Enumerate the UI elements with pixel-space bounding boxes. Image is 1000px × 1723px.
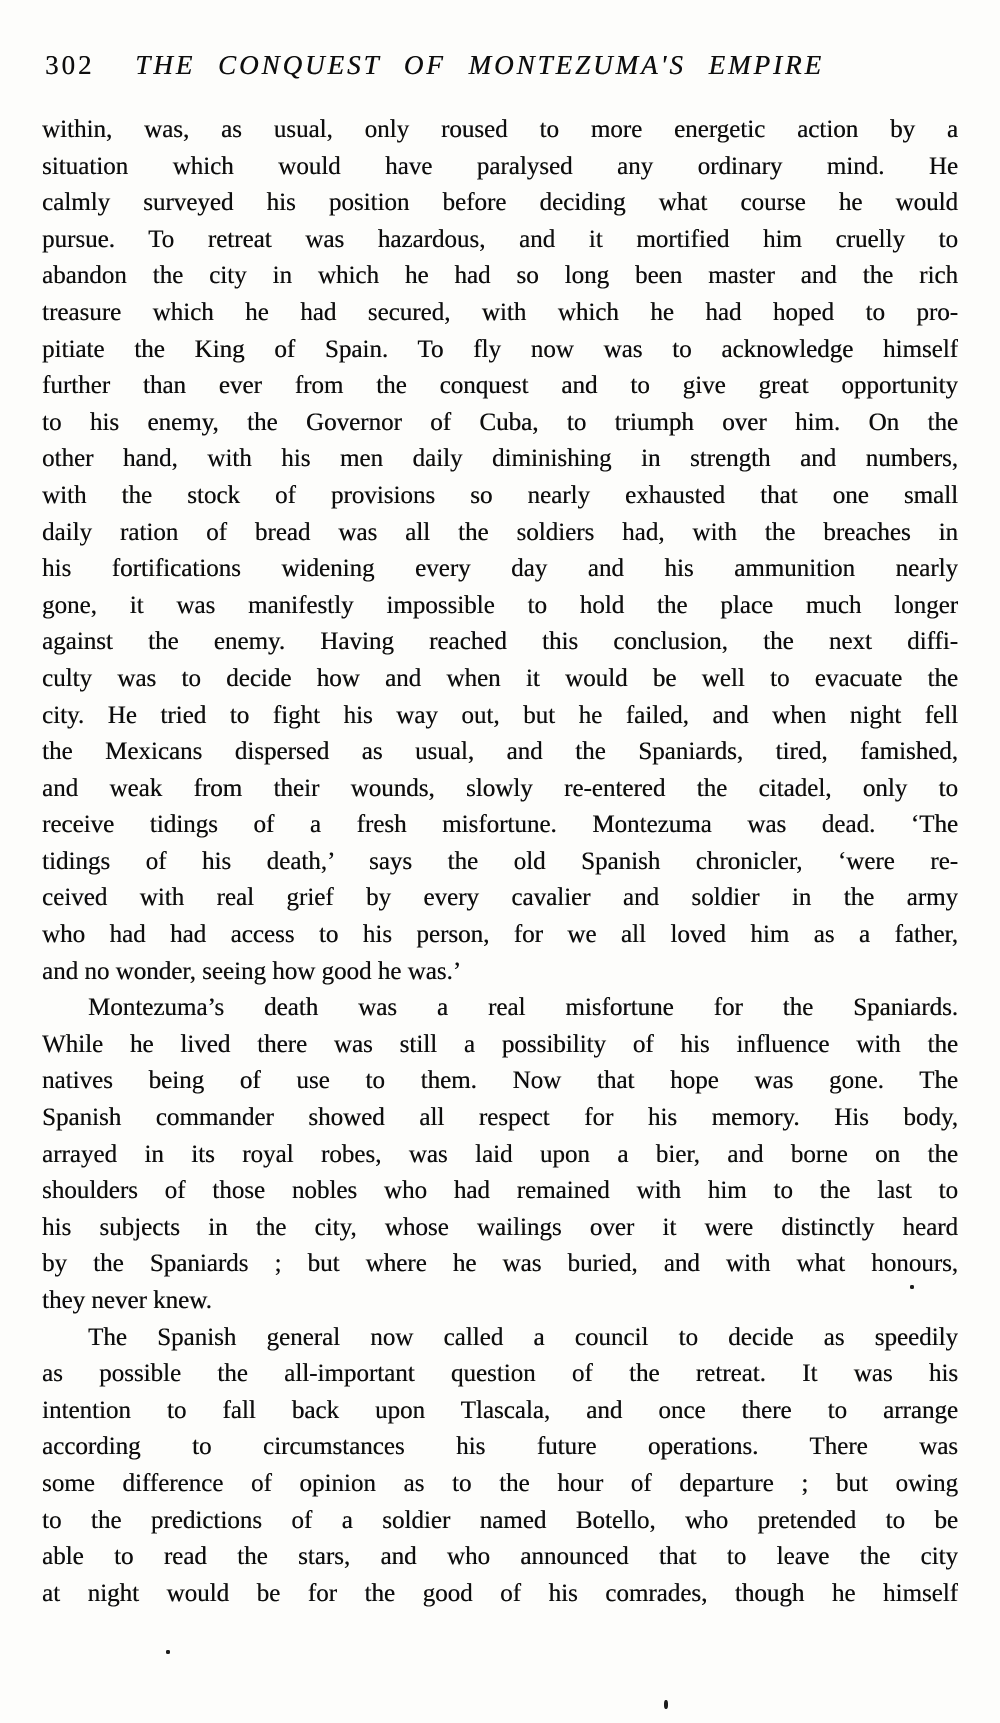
text-line: as possible the all-important question of the retreat. It was his <box>42 1360 958 1388</box>
text-line: The Spanish general now called a council to decide as speedily <box>88 1323 958 1351</box>
text-line: his fortifications widening every day and his ammunition nearly <box>42 555 958 583</box>
ink-speck <box>664 1700 668 1709</box>
text-line: daily ration of bread was all the soldiers had, with the breaches in <box>42 518 958 546</box>
text-line: with the stock of provisions so nearly exhausted that one small <box>42 481 958 509</box>
body-text <box>42 112 958 1612</box>
ink-speck <box>910 1285 914 1289</box>
text-line: further than ever from the conquest and to give great opportunity <box>42 372 958 400</box>
text-line: the Mexicans dispersed as usual, and the Spaniards, tired, famished, <box>42 738 958 766</box>
text-line: arrayed in its royal robes, was laid upon a bier, and borne on the <box>42 1140 958 1168</box>
ink-speck <box>166 1650 170 1654</box>
running-title: THE CONQUEST OF MONTEZUMA'S EMPIRE <box>135 50 825 80</box>
text-line: culty was to decide how and when it would be well to evacuate the <box>42 664 958 692</box>
text-line: pitiate the King of Spain. To fly now was to acknowledge himself <box>42 335 958 363</box>
text-line: within, was, as usual, only roused to more energetic action by a <box>42 116 958 143</box>
text-line: by the Spaniards ; but where he was buried, and with what honours, <box>42 1250 958 1278</box>
text-line: against the enemy. Having reached this conclusion, the next diffi- <box>42 628 958 656</box>
text-line: Montezuma’s death was a real misfortune for the Spaniards. <box>88 994 958 1022</box>
text-line: tidings of his death,’ says the old Spanish chronicler, ‘were re- <box>42 847 958 875</box>
text-line: ceived with real grief by every cavalier and soldier in the army <box>42 884 958 912</box>
text-line: able to read the stars, and who announced that to leave the city <box>42 1543 958 1571</box>
text-line: gone, it was manifestly impossible to hold the place much longer <box>42 591 958 619</box>
text-line: his subjects in the city, whose wailings over it were distinctly heard <box>42 1213 958 1241</box>
text-line: they never knew. <box>42 1287 212 1314</box>
text-line: and no wonder, seeing how good he was.’ <box>42 957 462 985</box>
text-line: intention to fall back upon Tlascala, and once there to arrange <box>42 1396 958 1424</box>
text-line: abandon the city in which he had so long been master and the rich <box>42 262 958 290</box>
text-line: other hand, with his men daily diminishing in strength and numbers, <box>42 445 958 473</box>
text-line: city. He tried to fight his way out, but he failed, and when night fell <box>42 701 958 729</box>
text-line: to his enemy, the Governor of Cuba, to triumph over him. On the <box>42 408 958 436</box>
text-line: shoulders of those nobles who had remained with him to the last to <box>42 1177 958 1205</box>
text-line: some difference of opinion as to the hour of departure ; but owing <box>42 1469 958 1497</box>
text-line: natives being of use to them. Now that hope was gone. The <box>42 1067 958 1095</box>
text-line: situation which would have paralysed any ordinary mind. He <box>42 152 958 180</box>
text-line: receive tidings of a fresh misfortune. Montezuma was dead. ‘The <box>42 811 958 839</box>
text-line: treasure which he had secured, with which he had hoped to pro- <box>42 298 958 326</box>
text-line: according to circumstances his future operations. There was <box>42 1433 958 1461</box>
text-line: and weak from their wounds, slowly re-entered the citadel, only to <box>42 774 958 802</box>
text-line: calmly surveyed his position before deciding what course he would <box>42 189 958 217</box>
text-line: to the predictions of a soldier named Botello, who pretended to be <box>42 1506 958 1534</box>
text-line: who had had access to his person, for we all loved him as a father, <box>42 921 958 949</box>
running-header <box>45 50 957 81</box>
text-line: Spanish commander showed all respect for his memory. His body, <box>42 1104 958 1132</box>
text-line: at night would be for the good of his comrades, though he himself <box>42 1579 958 1607</box>
page-number: 302 <box>45 50 95 80</box>
text-line: While he lived there was still a possibility of his influence with the <box>42 1030 958 1058</box>
text-line: pursue. To retreat was hazardous, and it mortified him cruelly to <box>42 225 958 253</box>
